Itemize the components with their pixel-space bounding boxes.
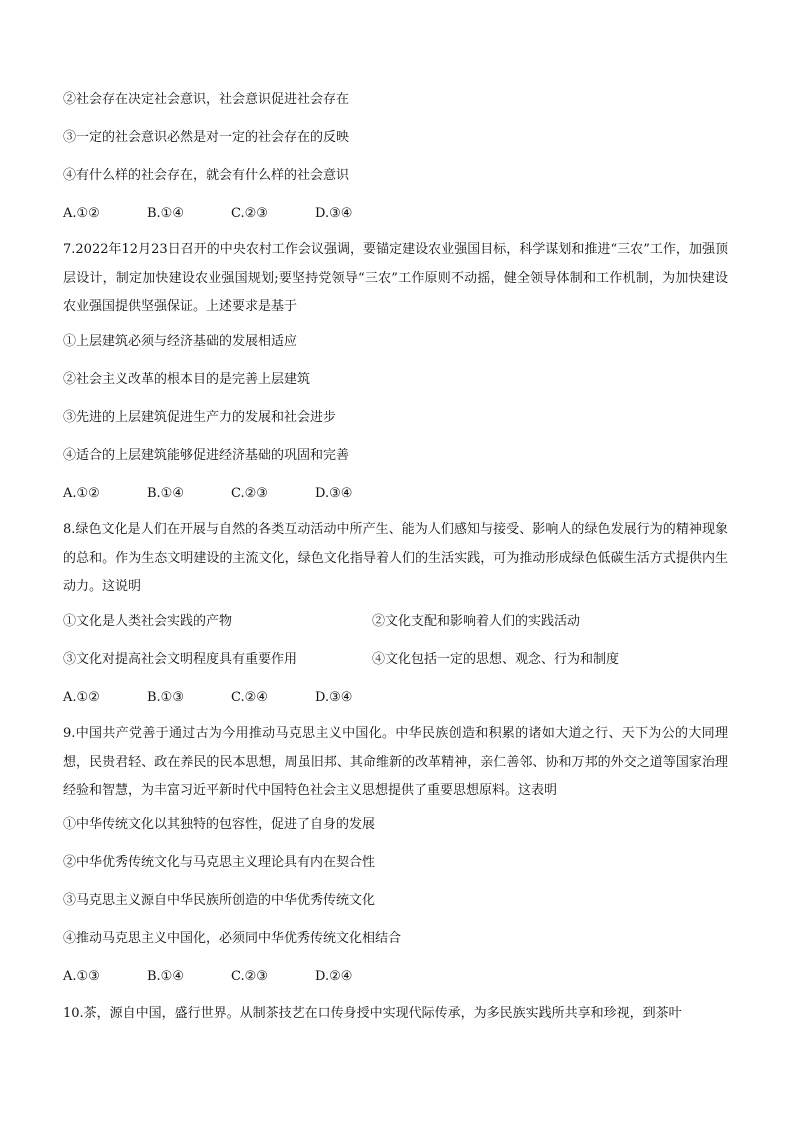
q9-statement-1: ①中华传统文化以其独特的包容性，促进了自身的发展 [63,817,376,832]
q6-statement-4: ④有什么样的社会存在，就会有什么样的社会意识 [63,168,350,183]
q8-statement-3: ③文化对提高社会文明程度具有重要作用 [63,652,298,667]
q7-statement-1: ①上层建筑必须与经济基础的发展相适应 [63,334,298,349]
q9-option-b: B.①④ [147,969,184,984]
q8-statement-1: ①文化是人类社会实践的产物 [63,614,233,629]
q7-options [63,486,399,502]
q8-stem: 8.绿色文化是人们在开展与自然的各类互动活动中所产生、能为人们感知与接受、影响人的绿色发展行为的精神现象的总和。作为生态文明建设的主流文化，绿色文化指导着人们的生活实践，可为推动形成绿色低碳生活方式提供内生动力。这说明 [63,522,728,594]
q9-option-c: C.②③ [231,969,268,984]
q9-option-d: D.②④ [315,969,353,984]
q7-option-a: A.①② [63,486,100,501]
q6-options [63,206,399,222]
q9-statement-3: ③马克思主义源自中华民族所创造的中华优秀传统文化 [63,893,376,908]
q8-option-d: D.③④ [315,690,353,705]
q7-option-d: D.③④ [315,486,353,501]
q10-stem: 10.茶，源自中国，盛行世界。从制茶技艺在口传身授中实现代际传承，为多民族实践所共享和珍视，到茶叶 [63,1006,682,1021]
q8-option-b: B.①③ [147,690,184,705]
q7-option-b: B.①④ [147,486,184,501]
q8-statement-2: ②文化支配和影响着人们的实践活动 [372,614,581,629]
q6-option-a: A.①② [63,206,100,221]
q7-option-c: C.②③ [231,486,268,501]
q9-options [63,969,399,985]
q7-statement-3: ③先进的上层建筑促进生产力的发展和社会进步 [63,410,337,425]
q6-option-b: B.①④ [147,206,184,221]
q8-options [63,690,399,706]
q8-option-c: C.②④ [231,690,268,705]
q7-statement-4: ④适合的上层建筑能够促进经济基础的巩固和完善 [63,448,350,463]
q6-statement-3: ③一定的社会意识必然是对一定的社会存在的反映 [63,130,350,145]
q7-stem: 7.2022年12月23日召开的中央农村工作会议强调，要锚定建设农业强国目标，科学谋划和推进“三农”工作，加强顶层设计，制定加快建设农业强国规划;要坚持党领导“三农”工作原则不动摇，健全领导体制和工作机制，为加快建设农业强国提供坚强保证。上述要求是基于 [63,242,728,314]
q9-statement-4: ④推动马克思主义中国化，必须同中华优秀传统文化相结合 [63,931,402,946]
q9-option-a: A.①③ [63,969,100,984]
q8-option-a: A.①② [63,690,100,705]
q9-stem: 9.中国共产党善于通过古为今用推动马克思主义中国化。中华民族创造和积累的诸如大道之行、天下为公的大同理想，民贵君轻、政在养民的民本思想，周虽旧邦、其命维新的改革精神，亲仁善邻、协和万邦的外交之道等国家治理经验和智慧，为丰富习近平新时代中国特色社会主义思想提供了重要思想原料。这表明 [63,726,728,798]
q6-option-c: C.②③ [231,206,268,221]
q6-option-d: D.③④ [315,206,353,221]
q8-statement-4: ④文化包括一定的思想、观念、行为和制度 [372,652,620,667]
q6-statement-2: ②社会存在决定社会意识，社会意识促进社会存在 [63,92,350,107]
q9-statement-2: ②中华优秀传统文化与马克思主义理论具有内在契合性 [63,855,376,870]
q7-statement-2: ②社会主义改革的根本目的是完善上层建筑 [63,372,311,387]
